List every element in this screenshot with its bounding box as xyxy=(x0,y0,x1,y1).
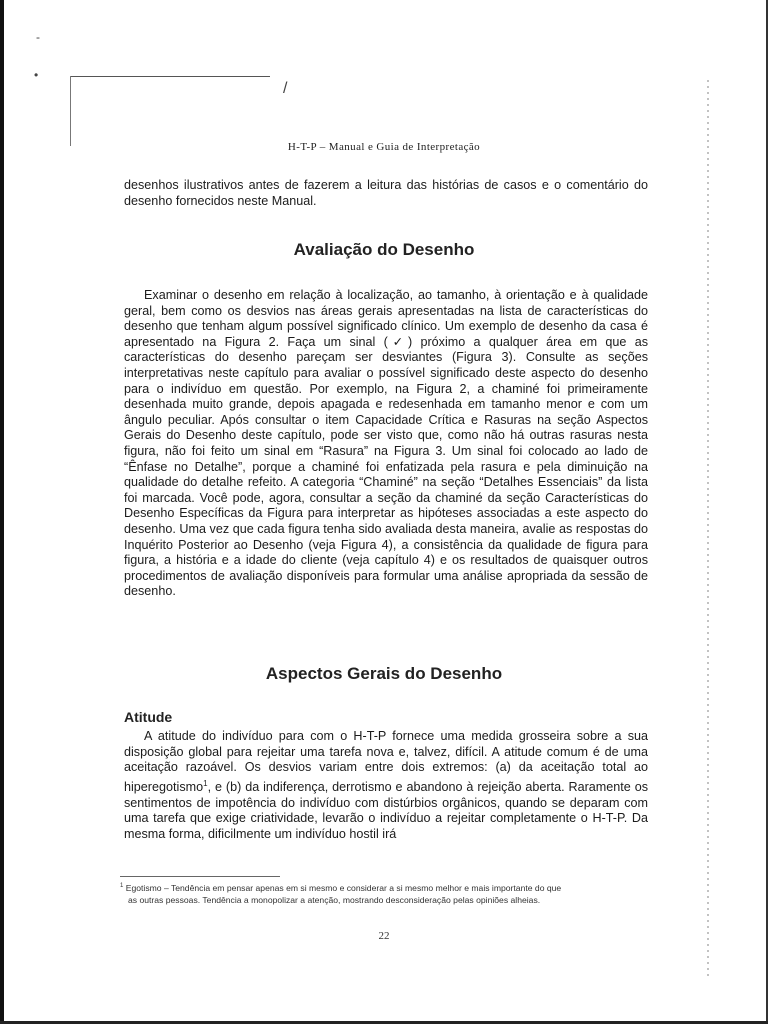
scan-corner-vertical xyxy=(70,76,71,146)
footnote-rule xyxy=(120,876,280,877)
subheading-atitude: Atitude xyxy=(124,709,173,725)
pen-stroke-mark: / xyxy=(283,80,288,97)
running-head: H-T-P – Manual e Guia de Interpretação xyxy=(287,141,481,153)
footnote-line-1 xyxy=(120,880,650,894)
section-heading-avaliacao: Avaliação do Desenho xyxy=(293,240,475,259)
atitude-text-a: A atitude do indivíduo para com o H-T-P fornece uma medida grosseira sobre a sua disposição global para rejeitar uma tarefa nova e, talvez, difícil. A atitude comum é de uma aceitação razoável. Os desvios variam entre dois extremos: (a) da aceitação total ao hiperegotismo xyxy=(124,729,648,794)
atitude-text-b: , e (b) da indiferença, derrotismo e abandono à rejeição aberta. Raramente os sentimentos de impotência do indivíduo com distúrbios orgânicos, quando se deparam com uma tarefa que exige criatividade, levarão o indivíduo a rejeitar completamente o H-T-P. Da mesma forma, dificilmente um indivíduo hostil irá xyxy=(124,779,648,841)
scan-right-artifact xyxy=(707,80,709,980)
section-heading-aspectos: Aspectos Gerais do Desenho xyxy=(265,664,503,683)
footnote-number: 1 xyxy=(120,883,124,889)
footnote-line-2: as outras pessoas. Tendência a monopolizar a atenção, mostrando desconsideração pelas opiniões alheias. xyxy=(128,894,541,905)
intro-text xyxy=(124,178,648,209)
intro-paragraph: desenhos ilustrativos antes de fazerem a leitura das histórias de casos e o comentário do desenho fornecidos neste Manual. xyxy=(124,178,648,208)
atitude-paragraph xyxy=(124,729,648,842)
scan-edge-left xyxy=(0,0,4,1024)
avaliacao-paragraph: Examinar o desenho em relação à localização, ao tamanho, à orientação e à qualidade geral, bem como os desvios nas áreas gerais apresentadas na lista de características do desenho que tenham algum possível significado clínico. Um exemplo de desenho da casa é apresentado na Figura 2. Faça um sinal (✓) próximo a qualquer área em que as características do desenho pareçam ser desviantes (Figura 3). Consulte as seções interpretativas neste capítulo para avaliar o possível significado deste aspecto do desenho para o indivíduo em questão. Por exemplo, na Figura 2, a chaminé foi primeiramente desenhada muito grande, depois apagada e redesenhada em tamanho menor e com um ângulo peculiar. Após consultar o item Capacidade Crítica e Rasuras na seção Aspectos Gerais do Desenho deste capítulo, pode ser visto que, como não há outras rasuras nesta figura, não foi feito um sinal em “Rasura” na Figura 3. Um sinal foi colocado ao lado de “Ênfase no Detalhe”, porque a chaminé foi enfatizada pela rasura e pela diminuição na qualidade do detalhe refeito. A categoria “Chaminé” na seção “Detalhes Essenciais” da lista foi marcada. Você pode, agora, consultar a seção da chaminé da seção Características do Desenho Específicas da Figura para interpretar as hipóteses associadas a este aspecto do desenho. Uma vez que cada figura tenha sido avaliada desta maneira, avalie as respostas do Inquérito Posterior ao Desenho (veja Figura 4), a consistência da qualidade de figura para figura, a história e a idade do cliente (veja capítulo 4) e os resultados de quaisquer outros procedimentos de avaliação disponíveis para formular uma análise apropriada da sessão de desenho. xyxy=(124,288,648,599)
footnote xyxy=(120,880,650,906)
scan-speck: • xyxy=(34,68,39,82)
page-number: 22 xyxy=(378,930,390,942)
section-avaliacao-body xyxy=(124,288,648,600)
footnote-reference: 1 xyxy=(203,778,208,788)
section-aspectos-body xyxy=(124,729,648,842)
scan-corner-line xyxy=(70,76,270,77)
footnote-text-1: Egotismo – Tendência em pensar apenas em si mesmo e considerar a si mesmo melhor e mais importante do que xyxy=(125,882,562,893)
scan-speck: - xyxy=(36,30,40,44)
